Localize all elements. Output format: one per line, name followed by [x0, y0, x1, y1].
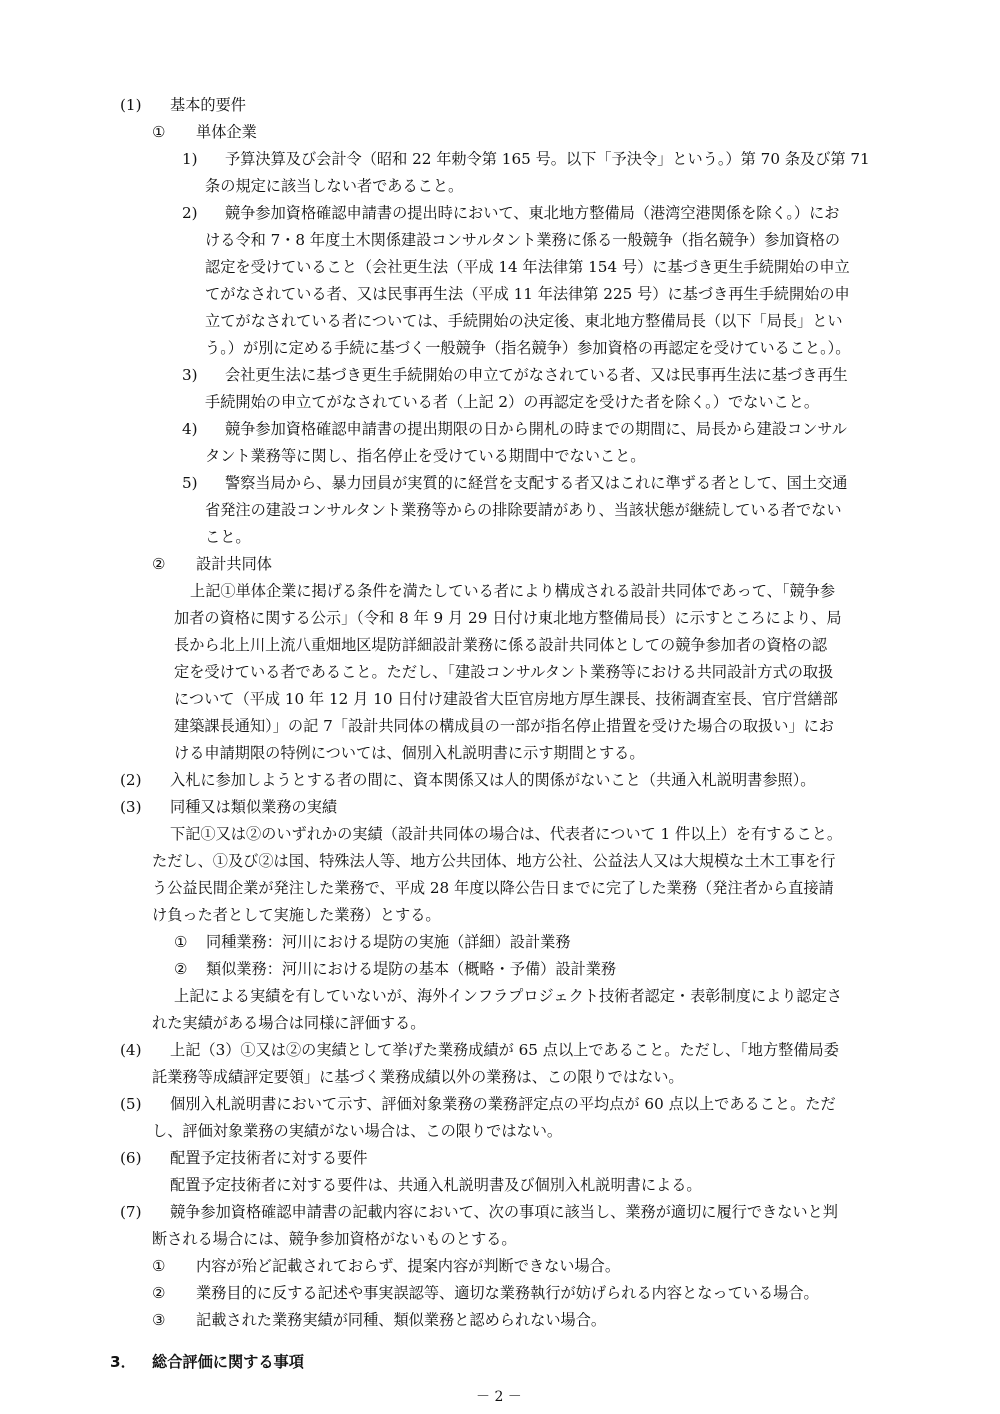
item-line: こと。	[205, 528, 251, 546]
page-number: － 2 －	[476, 1389, 522, 1405]
paragraph-line: 長から北上川上流八重畑地区堤防詳細設計業務に係る設計共同体としての競争参加者の資格の認	[174, 636, 828, 654]
list-number: ②	[152, 1284, 166, 1302]
item-line: てがなされている者、又は民事再生法（平成 11 年法律第 225 号）に基づき再生手続開始の申	[205, 285, 850, 303]
paragraph-line: 上記（3）①又は②の実績として挙げた業務成績が 65 点以上であること。ただし、「地方整備局委	[170, 1041, 839, 1059]
section-title: 基本的要件	[170, 96, 246, 114]
section-number: (6)	[120, 1149, 142, 1167]
item-line: 競争参加資格確認申請書の提出期限の日から開札の時までの期間に、局長から建設コンサル	[225, 420, 847, 438]
section-number: (7)	[120, 1203, 142, 1221]
subsection-number: ②	[152, 555, 166, 573]
item-line: 警察当局から、暴力団員が実質的に経営を支配する者又はこれに準ずる者として、国土交通	[225, 474, 848, 492]
section-number: (4)	[120, 1041, 142, 1059]
section-text: 入札に参加しようとする者の間に、資本関係又は人的関係がないこと（共通入札説明書参照）。	[170, 771, 816, 789]
paragraph-line: れた実績がある場合は同様に評価する。	[152, 1014, 426, 1032]
item-line: う。）が別に定める手続に基づく一般競争（指名競争）参加資格の再認定を受けていること。）。	[205, 339, 851, 357]
section-number: (2)	[120, 771, 142, 789]
item-line: 手続開始の申立てがなされている者（上記 2）の再認定を受けた者を除く。）でないこと。	[205, 393, 820, 411]
paragraph-line: 上記①単体企業に掲げる条件を満たしている者により構成される設計共同体であって、「競争参	[190, 582, 836, 600]
list-number: ③	[152, 1311, 166, 1329]
item-line: 立てがなされている者については、手続開始の決定後、東北地方整備局長（以下「局長」とい	[205, 312, 843, 330]
item-line: 競争参加資格確認申請書の提出時において、東北地方整備局（港湾空港関係を除く。）にお	[225, 204, 840, 222]
paragraph-line: 配置予定技術者に対する要件は、共通入札説明書及び個別入札説明書による。	[170, 1176, 702, 1194]
list-number: ②	[174, 960, 188, 978]
subsection-title: 設計共同体	[196, 555, 272, 573]
paragraph-line: ただし、①及び②は国、特殊法人等、地方公共団体、地方公社、公益法人又は大規模な土木工事を行	[152, 852, 836, 870]
section-number: (1)	[120, 96, 142, 114]
item-line: ける令和 7・8 年度土木関係建設コンサルタント業務に係る一般競争（指名競争）参加資格の	[205, 231, 841, 249]
item-number: 3)	[182, 366, 198, 384]
paragraph-line: 建築課長通知）」の記 7「設計共同体の構成員の一部が指名停止措置を受けた場合の取扱い」にお	[174, 717, 834, 735]
item-line: 条の規定に該当しない者であること。	[205, 177, 464, 195]
list-number: ①	[152, 1257, 166, 1275]
paragraph-line: し、評価対象業務の実績がない場合は、この限りではない。	[152, 1122, 563, 1140]
paragraph-line: 競争参加資格確認申請書の記載内容において、次の事項に該当し、業務が適切に履行できないと判	[170, 1203, 838, 1221]
paragraph-line: 加者の資格に関する公示」（令和 8 年 9 月 29 日付け東北地方整備局長）に示すところにより、局	[174, 609, 842, 627]
paragraph-line: 託業務等成績評定要領」に基づく業務成績以外の業務は、この限りではない。	[152, 1068, 684, 1086]
heading-number: 3．	[110, 1353, 136, 1371]
list-item: 内容が殆ど記載されておらず、提案内容が判断できない場合。	[196, 1257, 621, 1275]
paragraph-line: う公益民間企業が発注した業務で、平成 28 年度以降公告日までに完了した業務（発注者から直接請	[152, 879, 834, 897]
heading-title: 総合評価に関する事項	[152, 1353, 304, 1371]
paragraph-line: 個別入札説明書において示す、評価対象業務の業務評定点の平均点が 60 点以上であること。ただ	[170, 1095, 836, 1113]
section-title: 同種又は類似業務の実績	[170, 798, 338, 816]
paragraph-line: 断される場合には、競争参加資格がないものとする。	[152, 1230, 517, 1248]
item-number: 1)	[182, 150, 198, 168]
list-number: ①	[174, 933, 188, 951]
item-line: タント業務等に関し、指名停止を受けている期間中でないこと。	[205, 447, 646, 465]
item-line: 予算決算及び会計令（昭和 22 年勅令第 165 号。以下「予決令」という。）第 70 条及び第 71	[225, 150, 870, 168]
paragraph-line: 下記①又は②のいずれかの実績（設計共同体の場合は、代表者について 1 件以上）を有すること。	[170, 825, 843, 843]
section-number: (5)	[120, 1095, 142, 1113]
paragraph-line: について（平成 10 年 12 月 10 日付け建設省大臣官房地方厚生課長、技術調査室長、官庁営繕部	[174, 690, 838, 708]
item-line: 省発注の建設コンサルタント業務等からの排除要請があり、当該状態が継続している者でない	[205, 501, 842, 519]
paragraph-line: 定を受けている者であること。ただし、「建設コンサルタント業務等における共同設計方式の取扱	[174, 663, 834, 681]
section-title: 配置予定技術者に対する要件	[170, 1149, 368, 1167]
item-line: 会社更生法に基づき更生手続開始の申立てがなされている者、又は民事再生法に基づき再生	[225, 366, 848, 384]
paragraph-line: 上記による実績を有していないが、海外インフラプロジェクト技術者認定・表彰制度により認定さ	[174, 987, 842, 1005]
list-item: 類似業務：河川における堤防の基本（概略・予備）設計業務	[206, 960, 617, 978]
item-number: 4)	[182, 420, 198, 438]
paragraph-line: ける申請期限の特例については、個別入札説明書に示す期間とする。	[174, 744, 645, 762]
subsection-number: ①	[152, 123, 166, 141]
list-item: 同種業務：河川における堤防の実施（詳細）設計業務	[206, 933, 571, 951]
item-number: 5)	[182, 474, 198, 492]
list-item: 業務目的に反する記述や事実誤認等、適切な業務執行が妨げられる内容となっている場合。	[196, 1284, 819, 1302]
list-item: 記載された業務実績が同種、類似業務と認められない場合。	[196, 1311, 607, 1329]
paragraph-line: け負った者として実施した業務）とする。	[152, 906, 441, 924]
item-line: 認定を受けていること（会社更生法（平成 14 年法律第 154 号）に基づき更生手続開始の申立	[205, 258, 850, 276]
subsection-title: 単体企業	[196, 123, 257, 141]
section-number: (3)	[120, 798, 142, 816]
item-number: 2)	[182, 204, 198, 222]
